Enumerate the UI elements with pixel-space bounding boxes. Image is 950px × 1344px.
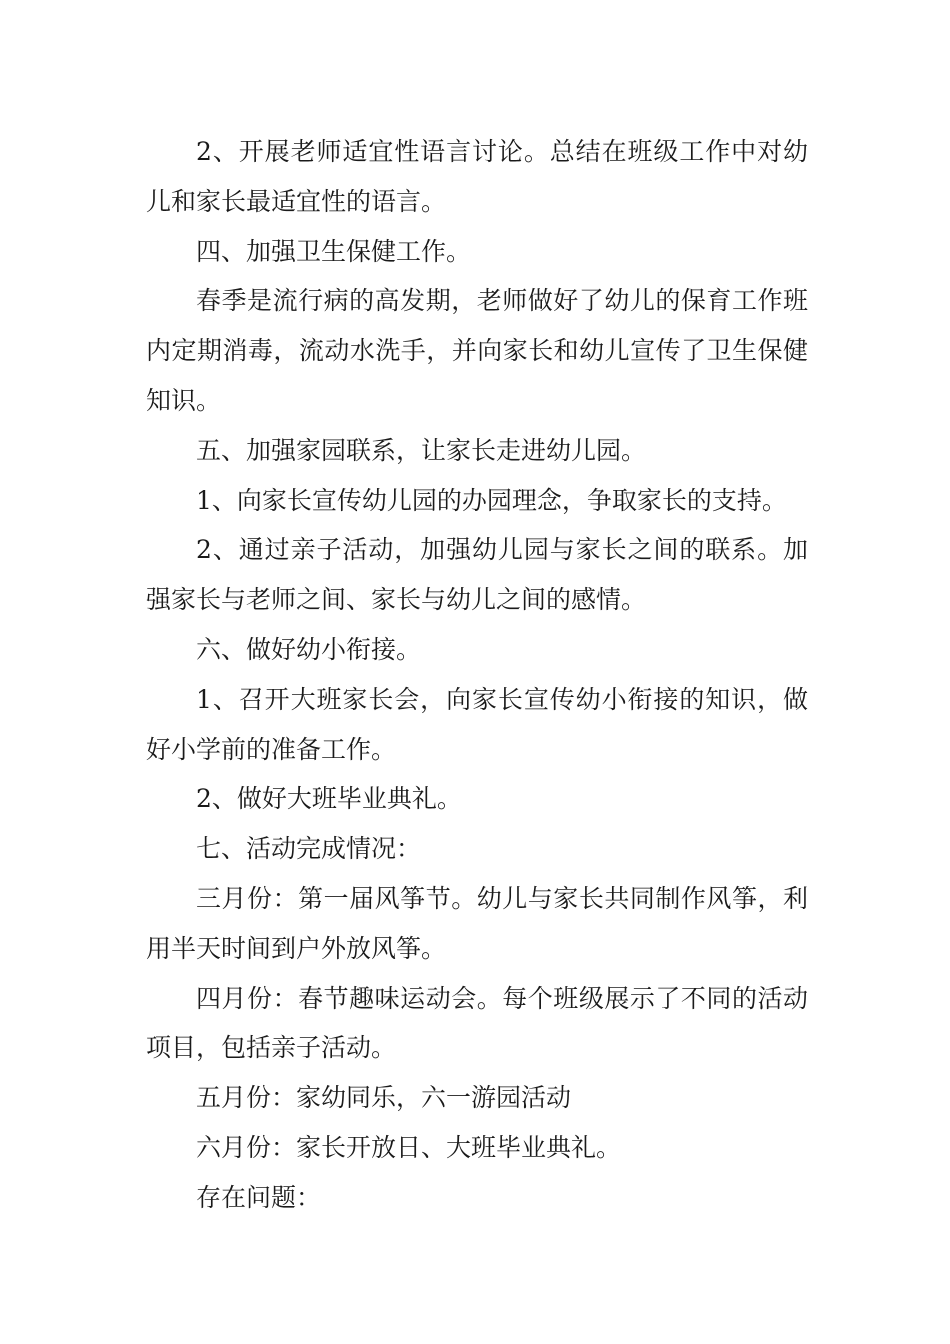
paragraph-spring-epidemic: 春季是流行病的高发期，老师做好了幼儿的保育工作班内定期消毒，流动水洗手，并向家长和幼儿宣传了卫生保健知识。 <box>146 286 808 415</box>
paragraph-april-sports-meet: 四月份：春节趣味运动会。每个班级展示了不同的活动项目，包括亲子活动。 <box>146 983 808 1063</box>
document-body <box>146 127 808 1223</box>
paragraph-march-kite-festival: 三月份：第一届风筝节。幼儿与家长共同制作风筝，利用半天时间到户外放风筝。 <box>146 883 808 963</box>
heading-home-school-contact: 五、加强家园联系，让家长走进幼儿园。 <box>196 435 647 465</box>
paragraph-graduation-ceremony: 2、做好大班毕业典礼。 <box>196 784 462 814</box>
heading-existing-problems: 存在问题： <box>196 1182 322 1212</box>
heading-health-care: 四、加强卫生保健工作。 <box>196 236 472 266</box>
paragraph-may-activities: 五月份：家幼同乐，六一游园活动 <box>196 1083 572 1113</box>
paragraph-parent-meeting: 1、召开大班家长会，向家长宣传幼小衔接的知识，做好小学前的准备工作。 <box>146 684 808 764</box>
heading-kindergarten-transition: 六、做好幼小衔接。 <box>196 634 422 664</box>
paragraph-parent-child-activities: 2、通过亲子活动，加强幼儿园与家长之间的联系。加强家长与老师之间、家长与幼儿之间的感情。 <box>146 535 808 615</box>
paragraph-teacher-language-discussion: 2、开展老师适宜性语言讨论。总结在班级工作中对幼儿和家长最适宜性的语言。 <box>146 137 808 216</box>
heading-activity-completion: 七、活动完成情况： <box>196 834 422 864</box>
paragraph-june-open-day: 六月份：家长开放日、大班毕业典礼。 <box>196 1132 622 1162</box>
paragraph-promote-philosophy: 1、向家长宣传幼儿园的办园理念，争取家长的支持。 <box>196 485 787 515</box>
